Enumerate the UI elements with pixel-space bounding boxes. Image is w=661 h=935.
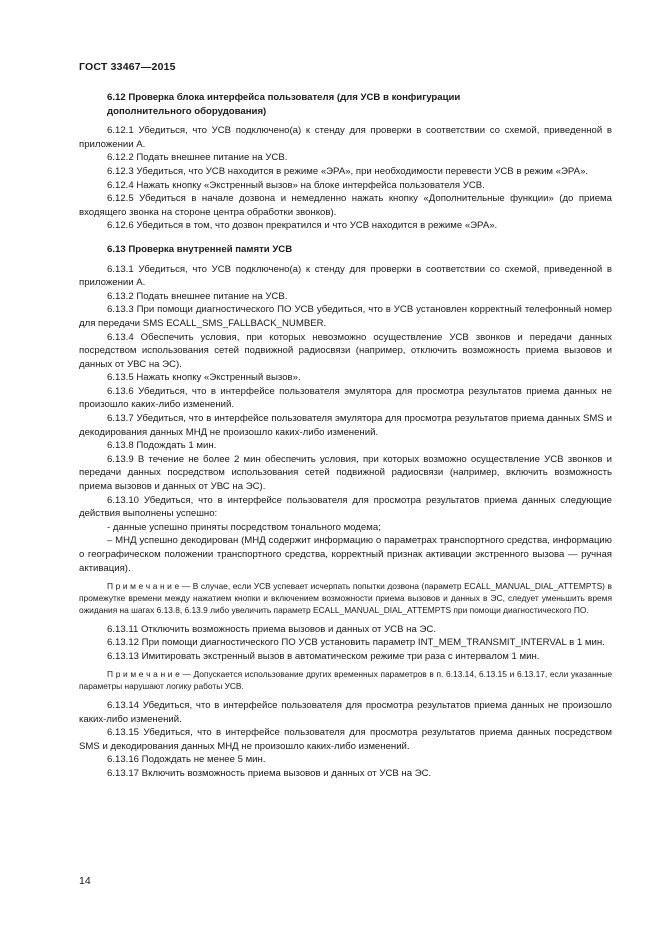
page-number: 14 — [79, 875, 91, 887]
paragraph-6-13-4: 6.13.4 Обеспечить условия, при которых невозможно осуществление УСВ звонков и передачи данных посредством использования сетей подвижной радиосвязи (например, отключить возможность приема вызовов и данных от УВС на ЭС). — [79, 331, 612, 370]
paragraph-6-12-1: 6.12.1 Убедиться, что УСВ подключено(а) к стенду для проверки в соответствии со схемой, приведенной в приложении А. — [79, 125, 612, 150]
paragraph-6-13-6: 6.13.6 Убедиться, что в интерфейсе пользователя эмулятора для просмотра результатов приема данных не произошло каких-либо изменений. — [79, 385, 612, 411]
paragraph-6-13-12: 6.13.12 При помощи диагностического ПО УСВ установить параметр INT_MEM_TRANSMIT_INTERVAL в 1 мин. — [107, 637, 605, 649]
note-label: П р и м е ч а н и е — [107, 669, 180, 680]
paragraph-6-13-7: 6.13.7 Убедиться, что в интерфейсе пользователя эмулятора для просмотра результатов приема данных SMS и декодирования данных МНД не произошло каких-либо изменений. — [79, 413, 612, 438]
note-label: П р и м е ч а н и е — [107, 581, 180, 592]
document-header: ГОСТ 33467—2015 — [79, 61, 176, 73]
note-text: — В случае, если УСВ успевает исчерпать попытки дозвона (параметр ECALL_MANUAL_DIAL_ATTEMPTS) в промежутке времени между нажатием кнопки и включением возможности приема вызовов и данных в ЭС, следует уменьшить время ожидания на шагах 6.13.8, 6.13.9 либо увеличить параметр ECALL_MANUAL_DIAL_ATTEMPTS при помощи диагностического ПО. — [79, 581, 612, 615]
note-2 — [79, 669, 612, 693]
paragraph-6-13-2: 6.13.2 Подать внешнее питание на УСВ. — [107, 290, 288, 302]
paragraph-6-13-3: 6.13.3 При помощи диагностического ПО УСВ убедиться, что в УСВ установлен корректный телефонный номер для передачи SMS ECALL_SMS_FALLBACK_NUMBER. — [79, 304, 612, 329]
paragraph-6-12-2: 6.12.2 Подать внешнее питание на УСВ. — [107, 152, 288, 164]
paragraph-6-13-11: 6.13.11 Отключить возможность приема вызовов и данных от УСВ на ЭС. — [107, 623, 436, 635]
paragraph-6-12-6: 6.12.6 Убедиться в том, что дозвон прекратился и что УСВ находится в режиме «ЭРА». — [107, 220, 498, 232]
paragraph-6-13-5: 6.13.5 Нажать кнопку «Экстренный вызов». — [107, 372, 301, 384]
paragraph-6-13-9: 6.13.9 В течение не более 2 мин обеспечить условия, при которых возможно осуществление УСВ звонков и передачи данных посредством использования сетей подвижной радиосвязи (например, включить возможность приема вызовов и данных от УВС на ЭС). — [79, 453, 612, 493]
document-body — [79, 91, 612, 781]
list-item-msd-decoded: – МНД успешно декодирован (МНД содержит информацию о параметрах транспортного средства, информацию о географическом положении транспортного средства, корректный признак активации экстренного вызова — ручная активация). — [79, 535, 612, 574]
paragraph-6-13-17: 6.13.17 Включить возможность приема вызовов и данных от УСВ на ЭС. — [107, 767, 432, 779]
paragraph-6-12-3: 6.12.3 Убедиться, что УСВ находится в режиме «ЭРА», при необходимости перевести УСВ в режим «ЭРА». — [107, 165, 589, 177]
paragraph-6-13-10: 6.13.10 Убедиться, что в интерфейсе пользователя для просмотра результатов приема данных следующие действия выполнены успешно: — [79, 494, 612, 520]
section-6-13-title: 6.13 Проверка внутренней памяти УСВ — [107, 243, 293, 255]
paragraph-6-13-14: 6.13.14 Убедиться, что в интерфейсе пользователя для просмотра результатов приема данных не произошло каких-либо изменений. — [79, 699, 612, 725]
paragraph-6-12-4: 6.12.4 Нажать кнопку «Экстренный вызов» на блоке интерфейса пользователя УСВ. — [107, 179, 485, 191]
paragraph-6-13-8: 6.13.8 Подождать 1 мин. — [107, 440, 217, 452]
paragraph-6-13-15: 6.13.15 Убедиться, что в интерфейсе пользователя для просмотра результатов приема данных посредством SMS и декодирования данных МНД не произошло каких-либо изменений. — [79, 727, 612, 752]
paragraph-6-12-5: 6.12.5 Убедиться в начале дозвона и немедленно нажать кнопку «Дополнительные функции» (до приема входящего звонка на стороне центра обработки звонков). — [79, 193, 612, 218]
section-6-12-title-line1: 6.12 Проверка блока интерфейса пользователя (для УСВ в конфигурации — [107, 92, 461, 103]
paragraph-6-13-16: 6.13.16 Подождать не менее 5 мин. — [107, 754, 266, 766]
note-1 — [79, 581, 612, 616]
note-text: — Допускается использование других временных параметров в п. 6.13.14, 6.13.15 и 6.13.17, если указанные параметры нарушают логику работы УСВ. — [79, 669, 612, 692]
paragraph-6-13-1: 6.13.1 Убедиться, что УСВ подключено(а) к стенду для проверки в соответствии со схемой, приведенной в приложении А. — [79, 263, 612, 289]
paragraph-6-13-13: 6.13.13 Имитировать экстренный вызов в автоматическом режиме три раза с интервалом 1 мин. — [107, 650, 540, 662]
list-item-data-received: - данные успешно приняты посредством тонального модема; — [107, 521, 381, 533]
section-6-12-title-line2: дополнительного оборудования) — [107, 105, 267, 117]
